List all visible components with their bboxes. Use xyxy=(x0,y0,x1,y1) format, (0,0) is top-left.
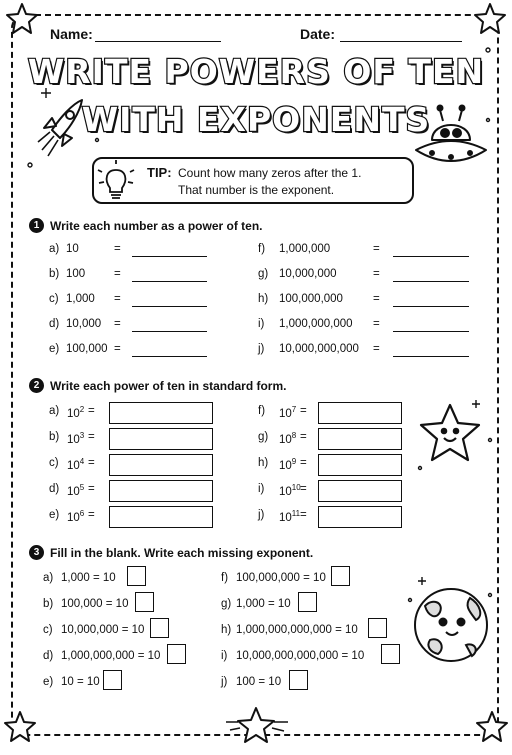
item-letter: a) xyxy=(49,405,60,417)
answer-line[interactable] xyxy=(132,281,207,282)
equals-sign: = xyxy=(373,268,380,280)
exponent: 6 xyxy=(79,509,85,518)
equals-sign: = xyxy=(373,293,380,305)
answer-box[interactable] xyxy=(109,506,213,528)
equation: 100,000 = 10 xyxy=(61,598,129,610)
equals-sign: = xyxy=(373,318,380,330)
equals-sign: = xyxy=(373,243,380,255)
item-letter: c) xyxy=(49,457,59,469)
star-icon xyxy=(7,4,37,33)
page-title-line2: WITH EXPONENTS xyxy=(81,100,431,139)
section-1-title: Write each number as a power of ten. xyxy=(50,219,263,233)
name-label: Name: xyxy=(50,26,93,42)
item-letter: f) xyxy=(258,405,266,417)
item-letter: h) xyxy=(258,293,269,305)
equals-sign: = xyxy=(300,483,307,495)
page-title-line1: WRITE POWERS OF TEN xyxy=(27,52,485,91)
item-letter: j) xyxy=(258,509,265,521)
exponent: 4 xyxy=(79,457,85,466)
power-of-ten: $10^3$ xyxy=(67,431,85,446)
equals-sign: = xyxy=(300,405,307,417)
power-of-ten: $10^{11}$ xyxy=(279,509,301,524)
answer-line[interactable] xyxy=(393,281,469,282)
equals-sign: = xyxy=(88,483,95,495)
section-2-number: 2 xyxy=(29,378,44,393)
exponent: 11 xyxy=(291,509,301,518)
exponent-box[interactable] xyxy=(368,618,387,638)
item-letter: f) xyxy=(258,243,266,255)
date-label: Date: xyxy=(300,26,336,42)
section-3-title: Fill in the blank. Write each missing exponent. xyxy=(50,546,314,560)
exponent-box[interactable] xyxy=(381,644,400,664)
item-letter: d) xyxy=(49,318,60,330)
answer-line[interactable] xyxy=(132,356,207,357)
answer-box[interactable] xyxy=(318,506,402,528)
answer-line[interactable] xyxy=(393,356,469,357)
item-number: 10 xyxy=(66,243,79,255)
exponent: 2 xyxy=(79,405,85,414)
star-icon xyxy=(475,4,505,33)
item-letter: i) xyxy=(258,318,265,330)
answer-box[interactable] xyxy=(109,480,213,502)
exponent: 10 xyxy=(291,483,301,492)
star-icon xyxy=(5,712,35,741)
item-letter: j) xyxy=(258,343,265,355)
item-letter: c) xyxy=(49,293,59,305)
answer-line[interactable] xyxy=(393,306,469,307)
item-number: 1,000,000,000 xyxy=(279,318,353,330)
exponent-box[interactable] xyxy=(289,670,308,690)
exponent: 8 xyxy=(291,431,297,440)
item-letter: i) xyxy=(221,650,228,662)
item-letter: g) xyxy=(221,598,232,610)
item-letter: f) xyxy=(221,572,229,584)
equation: 1,000,000,000 = 10 xyxy=(61,650,161,662)
section-1-number: 1 xyxy=(29,218,44,233)
item-letter: d) xyxy=(43,650,54,662)
equation: 1,000 = 10 xyxy=(236,598,291,610)
smiling-star-icon xyxy=(421,405,479,460)
date-field[interactable] xyxy=(340,41,462,42)
answer-line[interactable] xyxy=(132,306,207,307)
exponent-box[interactable] xyxy=(167,644,186,664)
earth-icon xyxy=(415,589,487,661)
exponent: 7 xyxy=(291,405,297,414)
exponent: 5 xyxy=(79,483,85,492)
item-letter: b) xyxy=(43,598,54,610)
equation: 1,000,000,000,000 = 10 xyxy=(236,624,358,636)
item-number: 1,000,000 xyxy=(279,243,331,255)
equals-sign: = xyxy=(300,509,307,521)
item-letter: c) xyxy=(43,624,53,636)
power-of-ten: $10^8$ xyxy=(279,431,297,446)
item-letter: b) xyxy=(49,431,60,443)
item-letter: e) xyxy=(49,509,60,521)
item-letter: e) xyxy=(49,343,60,355)
item-letter: b) xyxy=(49,268,60,280)
exponent: 9 xyxy=(291,457,297,466)
tip-label: TIP: xyxy=(147,165,172,180)
power-of-ten: $10^9$ xyxy=(279,457,297,472)
equals-sign: = xyxy=(88,405,95,417)
answer-line[interactable] xyxy=(393,331,469,332)
power-of-ten: $10^4$ xyxy=(67,457,85,472)
section-3-number: 3 xyxy=(29,545,44,560)
answer-box[interactable] xyxy=(109,454,213,476)
power-of-ten: $10^2$ xyxy=(67,405,85,420)
item-letter: e) xyxy=(43,676,54,688)
equals-sign: = xyxy=(114,318,121,330)
tip-text-line2: That number is the exponent. xyxy=(178,183,335,197)
equals-sign: = xyxy=(114,293,121,305)
equals-sign: = xyxy=(373,343,380,355)
answer-line[interactable] xyxy=(132,256,207,257)
item-letter: h) xyxy=(221,624,232,636)
answer-box[interactable] xyxy=(109,428,213,450)
exponent-box[interactable] xyxy=(135,592,154,612)
item-number: 100 xyxy=(66,268,86,280)
equals-sign: = xyxy=(88,457,95,469)
equation: 100 = 10 xyxy=(236,676,282,688)
equals-sign: = xyxy=(88,431,95,443)
item-letter: a) xyxy=(49,243,60,255)
exponent-box[interactable] xyxy=(150,618,169,638)
answer-box[interactable] xyxy=(318,454,402,476)
power-of-ten: $10^7$ xyxy=(279,405,297,420)
equals-sign: = xyxy=(300,457,307,469)
equation: 1,000 = 10 xyxy=(61,572,116,584)
answer-line[interactable] xyxy=(393,256,469,257)
exponent-box[interactable] xyxy=(331,566,350,586)
answer-box[interactable] xyxy=(109,402,213,424)
answer-line[interactable] xyxy=(132,331,207,332)
equation: 10,000,000 = 10 xyxy=(61,624,145,636)
equation: 10 = 10 xyxy=(61,676,100,688)
equals-sign: = xyxy=(114,343,121,355)
item-number: 10,000,000,000 xyxy=(279,343,359,355)
item-letter: i) xyxy=(258,483,265,495)
item-number: 10,000 xyxy=(66,318,102,330)
item-letter: j) xyxy=(221,676,228,688)
name-field[interactable] xyxy=(95,41,221,42)
item-number: 10,000,000 xyxy=(279,268,337,280)
equation: 10,000,000,000,000 = 10 xyxy=(236,650,365,662)
item-letter: a) xyxy=(43,572,54,584)
item-letter: g) xyxy=(258,268,269,280)
item-letter: g) xyxy=(258,431,269,443)
exponent: 3 xyxy=(79,431,85,440)
equals-sign: = xyxy=(300,431,307,443)
power-of-ten: $10^6$ xyxy=(67,509,85,524)
item-number: 100,000,000 xyxy=(279,293,343,305)
exponent-box[interactable] xyxy=(298,592,317,612)
star-icon xyxy=(226,708,288,742)
item-number: 1,000 xyxy=(66,293,95,305)
item-letter: h) xyxy=(258,457,269,469)
equals-sign: = xyxy=(114,243,121,255)
section-2-title: Write each power of ten in standard form. xyxy=(50,379,287,393)
power-of-ten: $10^{10}$ xyxy=(279,483,301,498)
item-letter: d) xyxy=(49,483,60,495)
equals-sign: = xyxy=(114,268,121,280)
equation: 100,000,000 = 10 xyxy=(236,572,326,584)
equals-sign: = xyxy=(88,509,95,521)
answer-box[interactable] xyxy=(318,428,402,450)
tip-text-line1: Count how many zeros after the 1. xyxy=(178,166,362,180)
item-number: 100,000 xyxy=(66,343,108,355)
answer-box[interactable] xyxy=(318,480,402,502)
star-icon xyxy=(477,712,507,741)
answer-box[interactable] xyxy=(318,402,402,424)
exponent-box[interactable] xyxy=(127,566,146,586)
exponent-box[interactable] xyxy=(103,670,122,690)
power-of-ten: $10^5$ xyxy=(67,483,85,498)
